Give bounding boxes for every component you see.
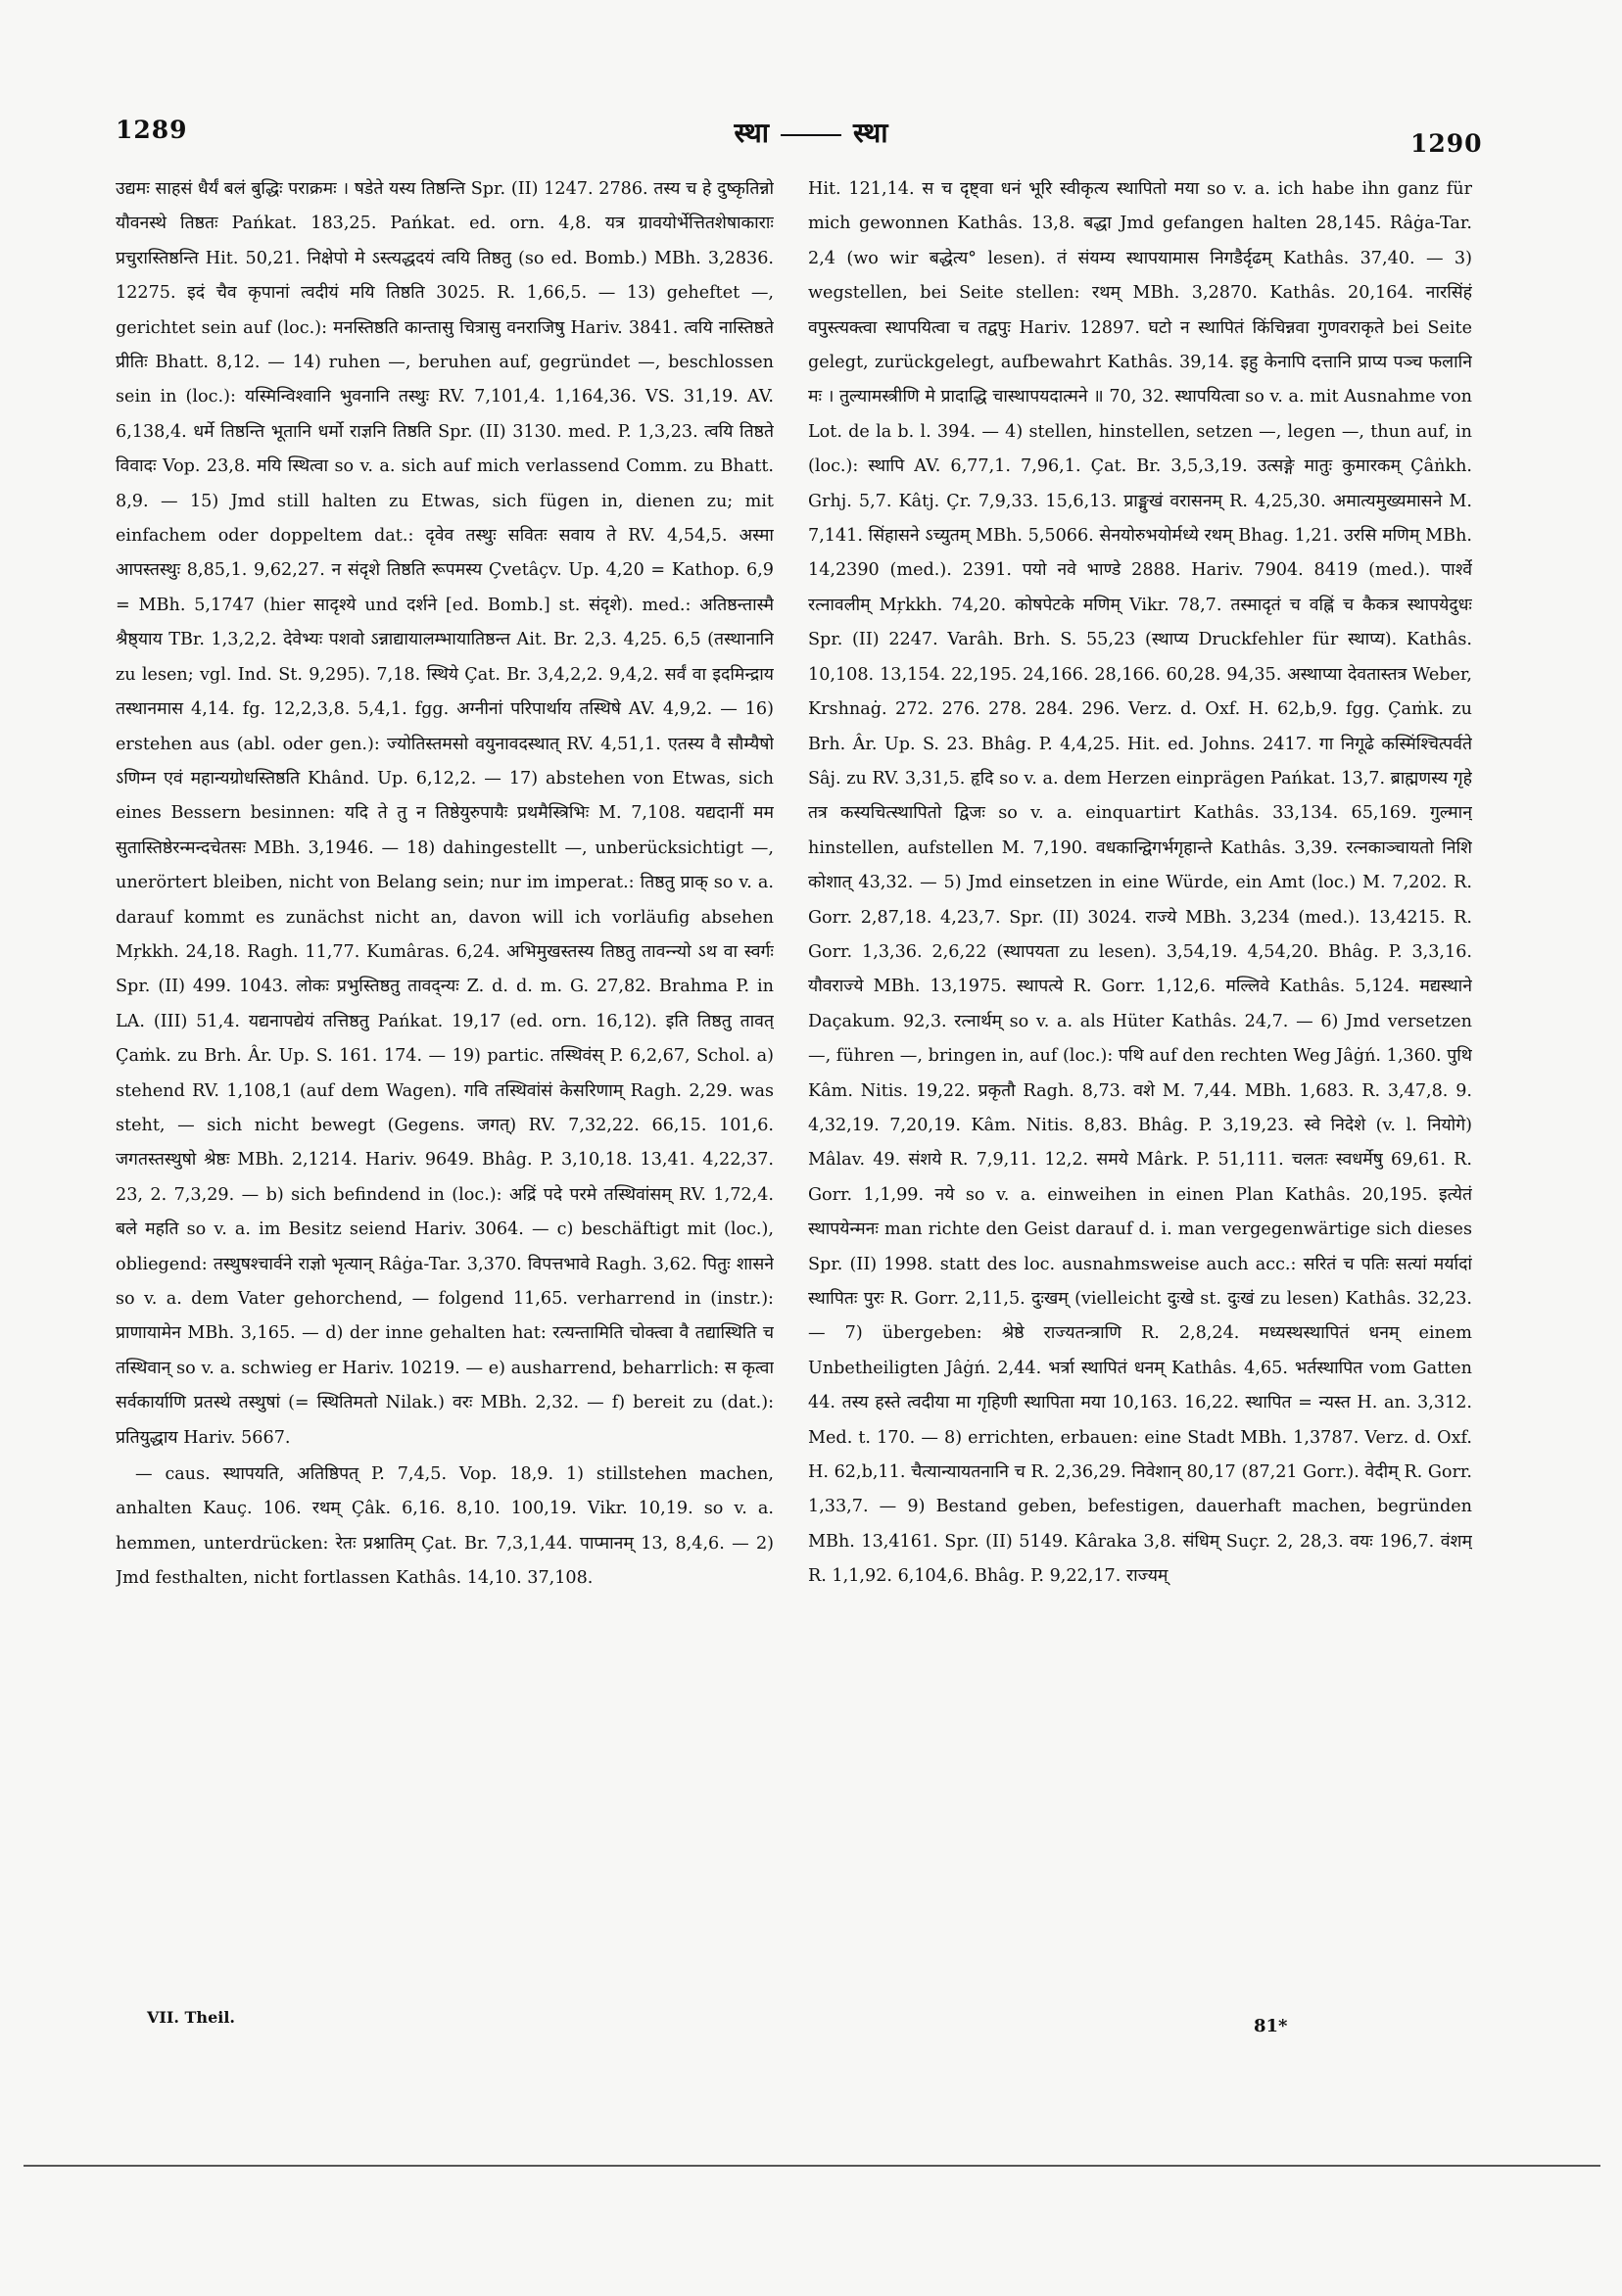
sheet-signature: 81* xyxy=(1254,2016,1288,2036)
bottom-rule xyxy=(24,2165,1600,2167)
right-paragraph: Hit. 121,14. स च दृष्ट्वा धनं भूरि स्वीकृत्य स्थापितो मया so v. a. ich habe ihn ganz für mich gewonnen Kathâs. 13,8. बद्धा Jmd gefangen halten 28,145. Râġa-Tar. 2,4 (wo wir बद्धेत्य° lesen). तं संयम्य स्थापयामास निगडैर्दृढम् Kathâs. 37,40. — 3) wegstellen, bei Seite stellen: रथम् MBh. 3,2870. Kathâs. 20,164. नारसिंहं वपुस्त्यक्त्वा स्थापयित्वा च तद्वपुः Hariv. 12897. घटो न स्थापितं किंचिन्नवा गुणवराकृते bei Seite gelegt, zurückgelegt, aufbewahrt Kathâs. 39,14. इहु केनापि दत्तानि प्राप्य पञ्च फलानि मः । तुल्यामस्त्रीणि मे प्रादाद्धि चास्थापयदात्मने ॥ 70, 32. स्थापयित्वा so v. a. mit Ausnahme von Lot. de la b. l. 394. — 4) stellen, hinstellen, setzen —, legen —, thun auf, in (loc.): स्थापि AV. 6,77,1. 7,96,1. Çat. Br. 3,5,3,19. उत्सङ्गे मातुः कुमारकम् Çâṅkh. Grhj. 5,7. Kâtj. Çr. 7,9,33. 15,6,13. प्राङ्मुखं वरासनम् R. 4,25,30. अमात्यमुख्यमासने M. 7,141. सिंहासने ऽच्युतम् MBh. 5,5066. सेनयोरुभयोर्मध्ये रथम् Bhag. 1,21. उरसि मणिम् MBh. 14,2390 (med.). 2391. पयो नवे भाण्डे 2888. Hariv. 7904. 8419 (med.). पार्श्वे रत्नावलीम् Mŗkkh. 74,20. कोषपेटके मणिम् Vikr. 78,7. तस्मादृतं च वह्निं च कैकत्र स्थापयेदुधः Spr. (II) 2247. Varâh. Brh. S. 55,23 (स्थाप्य Druckfehler für स्थाप्य). Kathâs. 10,108. 13,154. 22,195. 24,166. 28,166. 60,28. 94,35. अस्थाप्या देवतास्तत्र Weber, Krshnaġ. 272. 276. 278. 284. 296. Verz. d. Oxf. H. 62,b,9. fgg. Çaṁk. zu Brh. Âr. Up. S. 23. Bhâg. P. 4,4,25. Hit. ed. Johns. 2417. गा निगूढे कस्मिंश्चित्पर्वते Sâj. zu RV. 3,31,5. हृदि so v. a. dem Herzen einprägen Pańkat. 13,7. ब्राह्मणस्य गृहे तत्र कस्यचित्स्थापितो द्विजः so v. a. einquartirt Kathâs. 33,134. 65,169. गुल्मान् hinstellen, aufstellen M. 7,190. वधकान्द्विगर्भगृहान्ते Kathâs. 3,39. रत्नकाञ्चायतो निशि कोशात् 43,32. — 5) Jmd einsetzen in eine Würde, ein Amt (loc.) M. 7,202. R. Gorr. 2,87,18. 4,23,7. Spr. (II) 3024. राज्ये MBh. 3,234 (med.). 13,4215. R. Gorr. 1,3,36. 2,6,22 (स्थापयता zu lesen). 3,54,19. 4,54,20. Bhâg. P. 3,3,16. यौवराज्ये MBh. 13,1975. स्थापत्ये R. Gorr. 1,12,6. मल्लिवे Kathâs. 5,124. मद्यस्थाने Daçakum. 92,3. रत्नार्थम् so v. a. als Hüter Kathâs. 24,7. — 6) Jmd versetzen —, führen —, bringen in, auf (loc.): पथि auf den rechten Weg Jâġń. 1,360. पुथि Kâm. Nitis. 19,22. प्रकृतौ Ragh. 8,73. वशे M. 7,44. MBh. 1,683. R. 3,47,8. 9. 4,32,19. 7,20,19. Kâm. Nitis. 8,83. Bhâg. P. 3,19,23. स्वे निदेशे (v. l. नियोगे) Mâlav. 49. संशये R. 7,9,11. 12,2. समये Mârk. P. 51,111. चलतः स्वधर्मेषु 69,61. R. Gorr. 1,1,99. नये so v. a. einweihen in einen Plan Kathâs. 20,195. इत्येतं स्थापयेन्मनः man richte den Geist darauf d. i. man vergegenwärtige sich dieses Spr. (II) 1998. statt des loc. ausnahmsweise auch acc.: सरितं च पतिः सत्यां मर्यादां स्थापितः पुरः R. Gorr. 2,11,5. दुःखम् (vielleicht दुःखे st. दुःखं zu lesen) Kathâs. 32,23. — 7) übergeben: श्रेष्ठे राज्यतन्त्राणि R. 2,8,24. मध्यस्थस्थापितं धनम् einem Unbetheiligten Jâġń. 2,44. भर्त्रा स्थापितं धनम् Kathâs. 4,65. भर्तस्थापित vom Gatten 44. तस्य हस्ते त्वदीया मा गृहिणी स्थापिता मया 10,163. 16,22. स्थापित = न्यस्त H. an. 3,312. Med. t. 170. — 8) errichten, erbauen: eine Stadt MBh. 1,3787. Verz. d. Oxf. H. 62,b,11. चैत्यान्यायतनानि च R. 2,36,29. निवेशान् 80,17 (87,21 Gorr.). वेदीम् R. Gorr. 1,33,7. — 9) Bestand geben, befestigen, dauerhaft machen, begründen MBh. 13,4161. Spr. (II) 5149. Kâraka 3,8. संधिम् Suçr. 2, 28,3. वयः 196,7. वंशम् R. 1,1,92. 6,104,6. Bhâg. P. 9,22,17. राज्यम् xyxy=(808,179,1472,1587)
left-paragraph: — caus. स्थापयति, अतिष्ठिपत् P. 7,4,5. Vop. 18,9. 1) stillstehen machen, anhalten Kauç. 106. रथम् Çâk. 6,16. 8,10. 100,19. Vikr. 10,19. so v. a. hemmen, unterdrücken: रेतः प्रश्नातिम् Çat. Br. 7,3,1,44. पाप्मानम् 13, 8,4,6. — 2) Jmd festhalten, nicht fortlassen Kathâs. 14,10. 37,108. xyxy=(116,1464,774,1589)
page-number-left: 1289 xyxy=(116,116,188,144)
page-number-right: 1290 xyxy=(1410,129,1483,158)
left-paragraph: उद्यमः साहसं धैर्यं बलं बुद्धिः पराक्रमः । षडेते यस्य तिष्ठन्ति Spr. (II) 1247. 2786. तस्य च हे दुष्कृतिन्नो यौवनस्थे तिष्ठतः Pańkat. 183,25. Pańkat. ed. orn. 4,8. यत्र ग्रावयोर्भेत्तितशेषाकाराः प्रचुरास्तिष्ठन्ति Hit. 50,21. निक्षेपो मे ऽस्त्यद्धदयं त्वयि तिष्ठतु (so ed. Bomb.) MBh. 3,2836. 12275. इदं चैव कृपानां त्वदीयं मयि तिष्ठति 3025. R. 1,66,5. — 13) geheftet —, gerichtet sein auf (loc.): मनस्तिष्ठति कान्तासु चित्रासु वनराजिषु Hariv. 3841. त्वयि नास्तिष्ठते प्रीतिः Bhatt. 8,12. — 14) ruhen —, beruhen auf, gegründet —, beschlossen sein in (loc.): यस्मिन्विश्वानि भुवनानि तस्थुः RV. 7,101,4. 1,164,36. VS. 31,19. AV. 6,138,4. धर्मे तिष्ठन्ति भूतानि धर्मो राज्ञनि तिष्ठति Spr. (II) 3130. med. P. 1,3,23. त्वयि तिष्ठते विवादः Vop. 23,8. मयि स्थित्वा so v. a. sich auf mich verlassend Comm. zu Bhatt. 8,9. — 15) Jmd still halten zu Etwas, sich fügen in, dienen zu; mit einfachem oder doppeltem dat.: दृवेव तस्थुः सवितः सवाय ते RV. 4,54,5. अस्मा आपस्तस्थुः 8,85,1. 9,62,27. न संदृशे तिष्ठति रूपमस्य Çvetâçv. Up. 4,20 = Kathop. 6,9 = MBh. 5,1747 (hier सादृश्ये und दर्शने [ed. Bomb.] st. संदृशे). med.: अतिष्ठन्तास्मै श्रैष्ठ्याय TBr. 1,3,2,2. देवेभ्यः पशवो ऽन्नाद्यायालम्भायातिष्ठन्त Ait. Br. 2,3. 4,25. 6,5 (तस्थानानि zu lesen; vgl. Ind. St. 9,295). 7,18. स्थिये Çat. Br. 3,4,2,2. 9,4,2. सर्वं वा इदमिन्द्राय तस्थानमास 4,14. fg. 12,2,3,8. 5,4,1. fgg. अग्नीनां परिपार्थाय तस्थिषे AV. 4,9,2. — 16) erstehen aus (abl. oder gen.): ज्योतिस्तमसो वयुनावदस्थात् RV. 4,51,1. एतस्य वै सौम्यैषो ऽणिम्न एवं महान्यग्रोधस्तिष्ठति Khând. Up. 6,12,2. — 17) abstehen von Etwas, sich eines Bessern besinnen: यदि ते तु न तिष्ठेयुरुपायैः प्रथमैस्त्रिभिः M. 7,108. यद्यदानीं मम सुतास्तिष्ठेरन्मन्दचेतसः MBh. 3,1946. — 18) dahingestellt —, unberücksichtigt —, unerörtert bleiben, nicht von Belang sein; nur im imperat.: तिष्ठतु प्राक् so v. a. darauf kommt es zunächst nicht an, davon will ich vorläufig absehen Mŗkkh. 24,18. Ragh. 11,77. Kumâras. 6,24. अभिमुखस्तस्य तिष्ठतु तावन्न्यो ऽथ वा स्वर्गः Spr. (II) 499. 1043. लोकः प्रभुस्तिष्ठतु तावद्न्यः Z. d. d. m. G. 27,82. Brahma P. in LA. (III) 51,4. यद्यनापद्येयं तत्तिष्ठतु Pańkat. 19,17 (ed. orn. 16,12). इति तिष्ठतु तावत् Çaṁk. zu Brh. Âr. Up. S. 161. 174. — 19) partic. तस्थिवंस् P. 6,2,67, Schol. a) stehend RV. 1,108,1 (auf dem Wagen). गवि तस्थिवांसं केसरिणाम् Ragh. 2,29. was steht, — sich nicht bewegt (Gegens. जगत्) RV. 7,32,22. 66,15. 101,6. जगतस्तस्थुषो श्रेष्ठः MBh. 2,1214. Hariv. 9649. Bhâg. P. 3,10,18. 13,41. 4,22,37. 23, 2. 7,3,29. — b) sich befindend in (loc.): अद्रिं पदे परमे तस्थिवांसम् RV. 1,72,4. बले महति so v. a. im Besitz seiend Hariv. 3064. — c) beschäftigt mit (loc.), obliegend: तस्थुषश्चार्वने राज्ञो भृत्यान् Râġa-Tar. 3,370. विपत्तभावे Ragh. 3,62. पितुः शासने so v. a. dem Vater gehorchend, — folgend 11,65. verharrend in (instr.): प्राणायामेन MBh. 3,165. — d) der inne gehalten hat: रत्यन्तामिति चोक्त्वा वै तद्यास्थिति च तस्थिवान् so v. a. schwieg er Hariv. 10219. — e) ausharrend, beharrlich: स कृत्वा सर्वकार्याणि प्रतस्थे तस्थुषां (= स्थितिमतो Nilak.) वरः MBh. 2,32. — f) bereit zu (dat.): प्रतियुद्धाय Hariv. 5667. xyxy=(116,179,774,1448)
headword-dash xyxy=(781,134,841,136)
headword-left: स्था xyxy=(734,117,769,149)
left-column xyxy=(116,172,774,1994)
running-headword xyxy=(0,114,1622,151)
volume-part-label: VII. Theil. xyxy=(147,2008,235,2027)
headword-right: स्था xyxy=(853,117,888,149)
right-column xyxy=(808,172,1472,2004)
